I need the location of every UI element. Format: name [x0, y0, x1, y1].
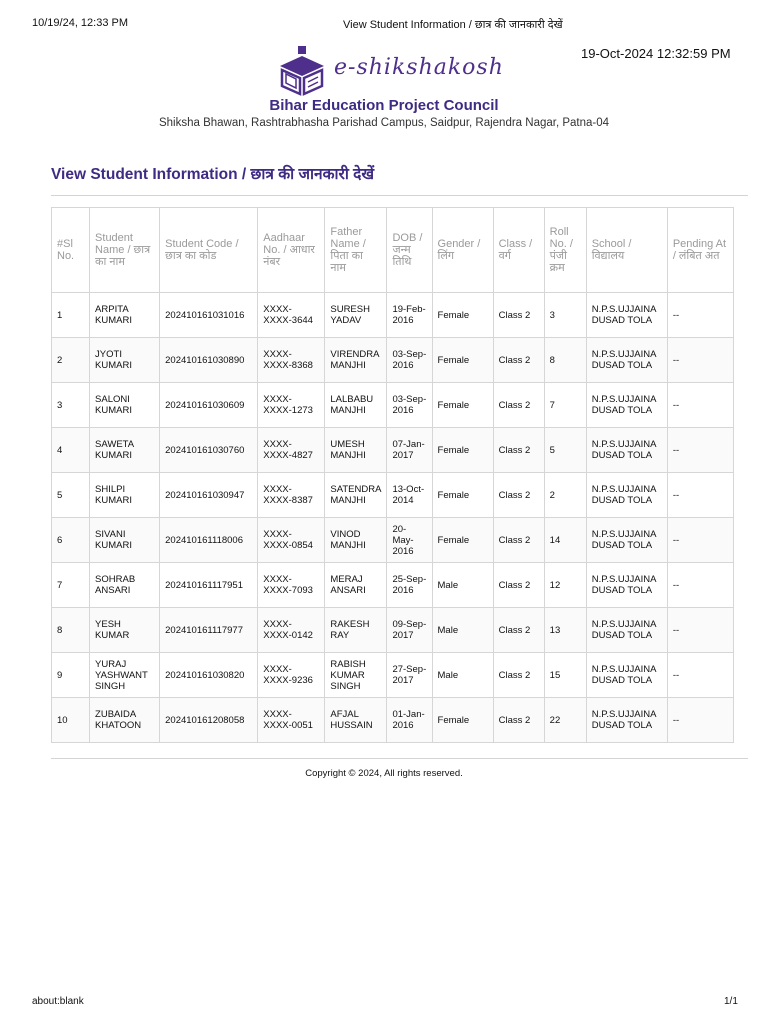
cell-dob: 03-Sep-2016 [387, 383, 432, 428]
cell-pending-at: -- [667, 518, 733, 563]
cell-student-code: 202410161117977 [160, 608, 258, 653]
cell-gender: Female [432, 473, 493, 518]
cell-pending-at: -- [667, 293, 733, 338]
cell-pending-at: -- [667, 653, 733, 698]
cell-aadhaar-no: XXXX-XXXX-0854 [258, 518, 325, 563]
cell-roll-no: 12 [544, 563, 586, 608]
cell-student-name: SAWETA KUMARI [90, 428, 160, 473]
cell-school: N.P.S.UJJAINA DUSAD TOLA [586, 608, 667, 653]
column-header-gender: Gender / लिंग [432, 208, 493, 293]
page-title: View Student Information / छात्र की जानकारी देखें [51, 166, 375, 183]
cell-school: N.P.S.UJJAINA DUSAD TOLA [586, 698, 667, 743]
cell-roll-no: 14 [544, 518, 586, 563]
cell-class: Class 2 [493, 293, 544, 338]
cell-class: Class 2 [493, 383, 544, 428]
student-table [51, 207, 734, 743]
cell-student-code: 202410161117951 [160, 563, 258, 608]
cell-father-name: SATENDRA MANJHI [325, 473, 387, 518]
cell-student-name: ARPITA KUMARI [90, 293, 160, 338]
cell-roll-no: 8 [544, 338, 586, 383]
cell-father-name: LALBABU MANJHI [325, 383, 387, 428]
cell-pending-at: -- [667, 698, 733, 743]
cell-dob: 01-Jan-2016 [387, 698, 432, 743]
cell-gender: Male [432, 563, 493, 608]
cell-father-name: VIRENDRA MANJHI [325, 338, 387, 383]
cell-roll-no: 2 [544, 473, 586, 518]
cell-student-code: 202410161030820 [160, 653, 258, 698]
cell-father-name: UMESH MANJHI [325, 428, 387, 473]
cell-roll-no: 5 [544, 428, 586, 473]
organization-name: Bihar Education Project Council [269, 97, 499, 114]
table-row [52, 473, 734, 518]
cell-pending-at: -- [667, 338, 733, 383]
cell-school: N.P.S.UJJAINA DUSAD TOLA [586, 428, 667, 473]
column-header-pending-at: Pending At / लंबित अत [667, 208, 733, 293]
cell-aadhaar-no: XXXX-XXXX-9236 [258, 653, 325, 698]
cell-student-code: 202410161030760 [160, 428, 258, 473]
cell-gender: Female [432, 518, 493, 563]
column-header-school: School / विद्यालय [586, 208, 667, 293]
column-header-student-code: Student Code / छात्र का कोड [160, 208, 258, 293]
print-url: about:blank [32, 996, 84, 1007]
cell-class: Class 2 [493, 473, 544, 518]
cell-roll-no: 22 [544, 698, 586, 743]
cell-father-name: VINOD MANJHI [325, 518, 387, 563]
cell-pending-at: -- [667, 473, 733, 518]
organization-address: Shiksha Bhawan, Rashtrabhasha Parishad Campus, Saidpur, Rajendra Nagar, Patna-04 [158, 117, 610, 129]
cell-father-name: AFJAL HUSSAIN [325, 698, 387, 743]
cell-class: Class 2 [493, 653, 544, 698]
table-row [52, 293, 734, 338]
cell-student-name: YESH KUMAR [90, 608, 160, 653]
cell-sl-no: 5 [52, 473, 90, 518]
cell-student-code: 202410161118006 [160, 518, 258, 563]
cell-aadhaar-no: XXXX-XXXX-4827 [258, 428, 325, 473]
divider [51, 195, 748, 196]
cell-roll-no: 7 [544, 383, 586, 428]
cell-school: N.P.S.UJJAINA DUSAD TOLA [586, 473, 667, 518]
cell-class: Class 2 [493, 338, 544, 383]
cell-student-code: 202410161208058 [160, 698, 258, 743]
cell-aadhaar-no: XXXX-XXXX-7093 [258, 563, 325, 608]
cell-student-name: SIVANI KUMARI [90, 518, 160, 563]
table-row [52, 338, 734, 383]
cell-student-name: SOHRAB ANSARI [90, 563, 160, 608]
cell-aadhaar-no: XXXX-XXXX-1273 [258, 383, 325, 428]
cell-aadhaar-no: XXXX-XXXX-8387 [258, 473, 325, 518]
table-row [52, 563, 734, 608]
column-header-sl-no: #Sl No. [52, 208, 90, 293]
cell-sl-no: 2 [52, 338, 90, 383]
cell-school: N.P.S.UJJAINA DUSAD TOLA [586, 383, 667, 428]
cell-dob: 19-Feb-2016 [387, 293, 432, 338]
cell-gender: Female [432, 698, 493, 743]
current-datetime: 19-Oct-2024 12:32:59 PM [581, 46, 731, 61]
cell-student-name: SHILPI KUMARI [90, 473, 160, 518]
cell-father-name: RAKESH RAY [325, 608, 387, 653]
column-header-student-name: Student Name / छात्र का नाम [90, 208, 160, 293]
cell-dob: 09-Sep-2017 [387, 608, 432, 653]
cell-class: Class 2 [493, 518, 544, 563]
cell-gender: Female [432, 383, 493, 428]
table-header-row [52, 208, 734, 293]
cell-sl-no: 1 [52, 293, 90, 338]
cell-pending-at: -- [667, 563, 733, 608]
cell-pending-at: -- [667, 428, 733, 473]
divider [51, 758, 748, 759]
cell-father-name: SURESH YADAV [325, 293, 387, 338]
cell-class: Class 2 [493, 563, 544, 608]
cell-roll-no: 3 [544, 293, 586, 338]
cell-father-name: RABISH KUMAR SINGH [325, 653, 387, 698]
cell-student-code: 202410161031016 [160, 293, 258, 338]
cell-sl-no: 6 [52, 518, 90, 563]
cell-class: Class 2 [493, 608, 544, 653]
table-row [52, 653, 734, 698]
cell-aadhaar-no: XXXX-XXXX-0051 [258, 698, 325, 743]
column-header-class: Class / वर्ग [493, 208, 544, 293]
table-row [52, 698, 734, 743]
cell-sl-no: 8 [52, 608, 90, 653]
cell-dob: 03-Sep-2016 [387, 338, 432, 383]
cell-sl-no: 9 [52, 653, 90, 698]
cell-gender: Female [432, 338, 493, 383]
cell-student-name: ZUBAIDA KHATOON [90, 698, 160, 743]
cell-roll-no: 15 [544, 653, 586, 698]
cell-gender: Male [432, 608, 493, 653]
cell-sl-no: 4 [52, 428, 90, 473]
column-header-dob: DOB / जन्म तिथि [387, 208, 432, 293]
cell-dob: 20-May-2016 [387, 518, 432, 563]
cell-aadhaar-no: XXXX-XXXX-3644 [258, 293, 325, 338]
cell-school: N.P.S.UJJAINA DUSAD TOLA [586, 293, 667, 338]
cell-dob: 25-Sep-2016 [387, 563, 432, 608]
cell-pending-at: -- [667, 608, 733, 653]
cell-aadhaar-no: XXXX-XXXX-8368 [258, 338, 325, 383]
cell-school: N.P.S.UJJAINA DUSAD TOLA [586, 338, 667, 383]
cell-gender: Male [432, 653, 493, 698]
table-row [52, 383, 734, 428]
table-row [52, 428, 734, 473]
print-document-title: View Student Information / छात्र की जानकारी देखें [343, 19, 563, 31]
print-timestamp: 10/19/24, 12:33 PM [32, 17, 129, 29]
cell-student-code: 202410161030609 [160, 383, 258, 428]
column-header-father-name: Father Name / पिता का नाम [325, 208, 387, 293]
cell-student-name: YURAJ YASHWANT SINGH [90, 653, 160, 698]
cell-student-name: JYOTI KUMARI [90, 338, 160, 383]
cell-sl-no: 3 [52, 383, 90, 428]
cell-dob: 13-Oct-2014 [387, 473, 432, 518]
copyright-text: Copyright © 2024, All rights reserved. [305, 768, 463, 779]
books-logo-icon [274, 44, 332, 96]
cell-gender: Female [432, 428, 493, 473]
cell-pending-at: -- [667, 383, 733, 428]
cell-student-code: 202410161030890 [160, 338, 258, 383]
e-shikshakosh-logo [274, 44, 504, 96]
logo-text: e-shikshakosh [334, 55, 504, 80]
table-row [52, 608, 734, 653]
cell-dob: 27-Sep-2017 [387, 653, 432, 698]
cell-aadhaar-no: XXXX-XXXX-0142 [258, 608, 325, 653]
print-page-count: 1/1 [724, 996, 738, 1007]
cell-class: Class 2 [493, 698, 544, 743]
cell-school: N.P.S.UJJAINA DUSAD TOLA [586, 563, 667, 608]
cell-class: Class 2 [493, 428, 544, 473]
cell-school: N.P.S.UJJAINA DUSAD TOLA [586, 653, 667, 698]
cell-father-name: MERAJ ANSARI [325, 563, 387, 608]
cell-dob: 07-Jan-2017 [387, 428, 432, 473]
cell-student-name: SALONI KUMARI [90, 383, 160, 428]
cell-roll-no: 13 [544, 608, 586, 653]
column-header-roll-no: Roll No. / पंजी क्रम [544, 208, 586, 293]
cell-sl-no: 7 [52, 563, 90, 608]
cell-gender: Female [432, 293, 493, 338]
table-row [52, 518, 734, 563]
cell-student-code: 202410161030947 [160, 473, 258, 518]
cell-school: N.P.S.UJJAINA DUSAD TOLA [586, 518, 667, 563]
column-header-aadhaar-no: Aadhaar No. / आधार नंबर [258, 208, 325, 293]
cell-sl-no: 10 [52, 698, 90, 743]
